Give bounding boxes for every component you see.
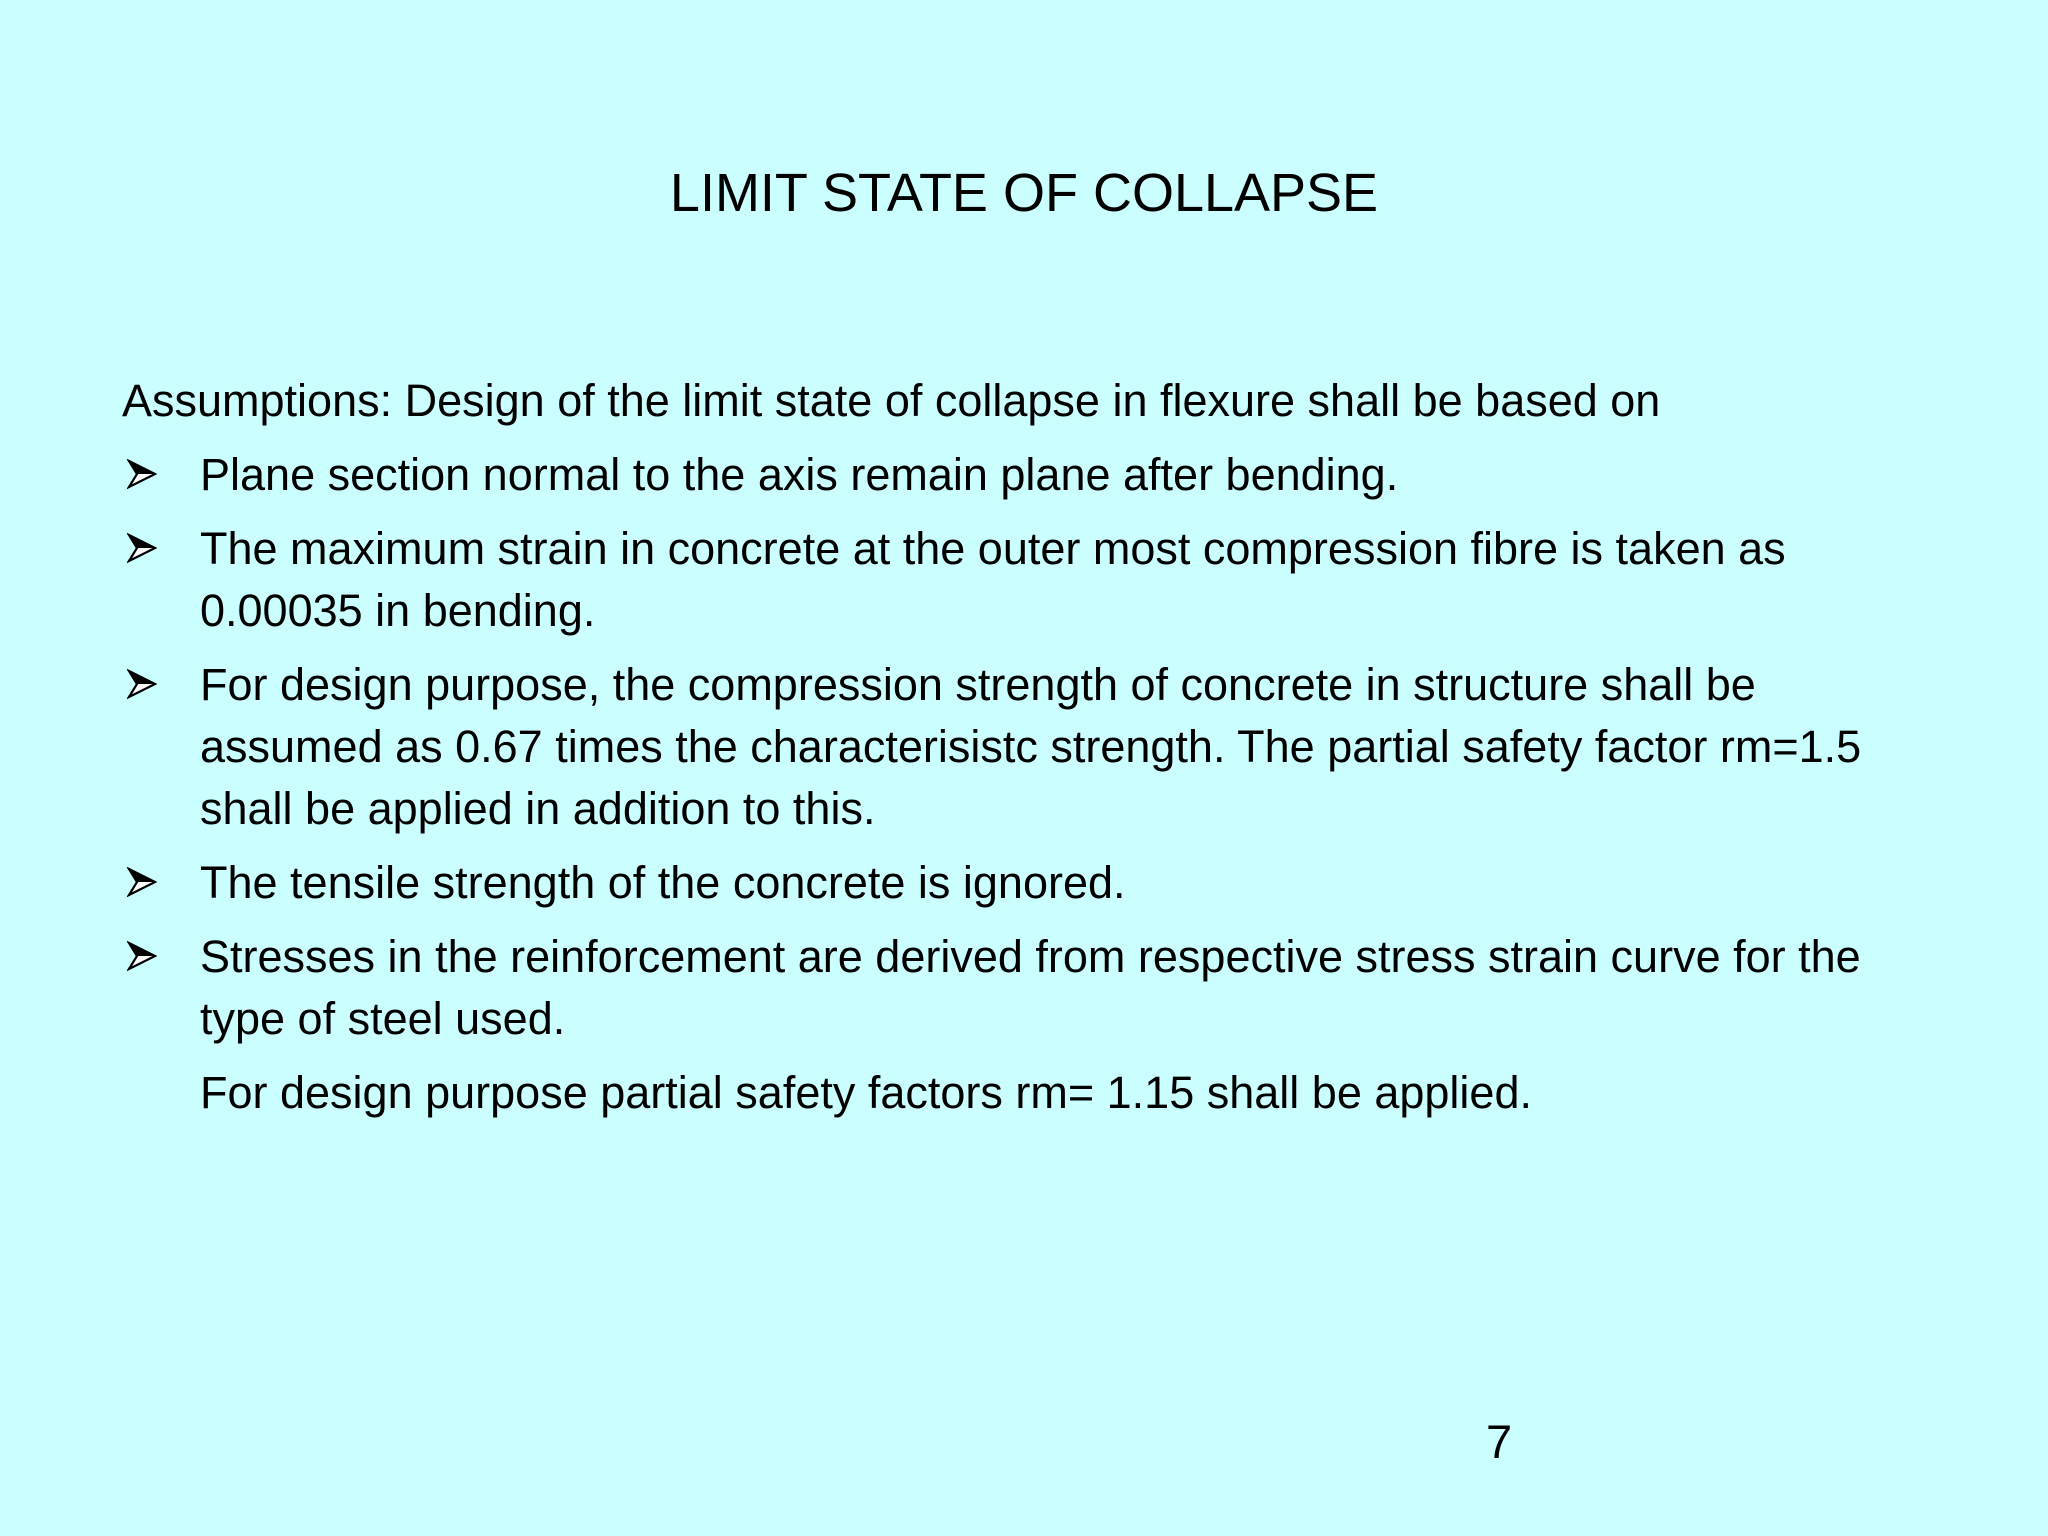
- list-item: [122, 852, 1902, 914]
- arrowhead-bullet-icon: [127, 533, 157, 563]
- page-number: 7: [1486, 1415, 1513, 1468]
- bullet-text: Stresses in the reinforcement are derived from respective stress strain curve for the type of steel used.: [200, 931, 1861, 1044]
- assumptions-list: [122, 444, 1902, 1050]
- bullet-text: Plane section normal to the axis remain plane after bending.: [200, 449, 1399, 500]
- bullet-text: The maximum strain in concrete at the outer most compression fibre is taken as 0.00035 in bending.: [200, 523, 1786, 636]
- arrowhead-bullet-icon: [127, 459, 157, 489]
- assumptions-intro: Assumptions: Design of the limit state of collapse in flexure shall be based on: [122, 375, 1661, 426]
- list-item: [122, 926, 1902, 1050]
- bullet-text: For design purpose, the compression strength of concrete in structure shall be assumed as 0.67 times the characterisistc strength. The partial safety factor rm=1.5 shall be applied in addition to this.: [200, 659, 1862, 834]
- list-item: [122, 444, 1902, 506]
- arrowhead-bullet-icon: [127, 941, 157, 971]
- bullet-text: The tensile strength of the concrete is ignored.: [200, 857, 1126, 908]
- safety-factor-note: For design purpose partial safety factors rm= 1.15 shall be applied.: [200, 1067, 1532, 1118]
- slide-title: LIMIT STATE OF COLLAPSE: [669, 163, 1379, 223]
- arrowhead-bullet-icon: [127, 867, 157, 897]
- list-item: [122, 654, 1902, 840]
- slide-content: [122, 370, 1902, 1124]
- list-item: [122, 518, 1902, 642]
- arrowhead-bullet-icon: [127, 669, 157, 699]
